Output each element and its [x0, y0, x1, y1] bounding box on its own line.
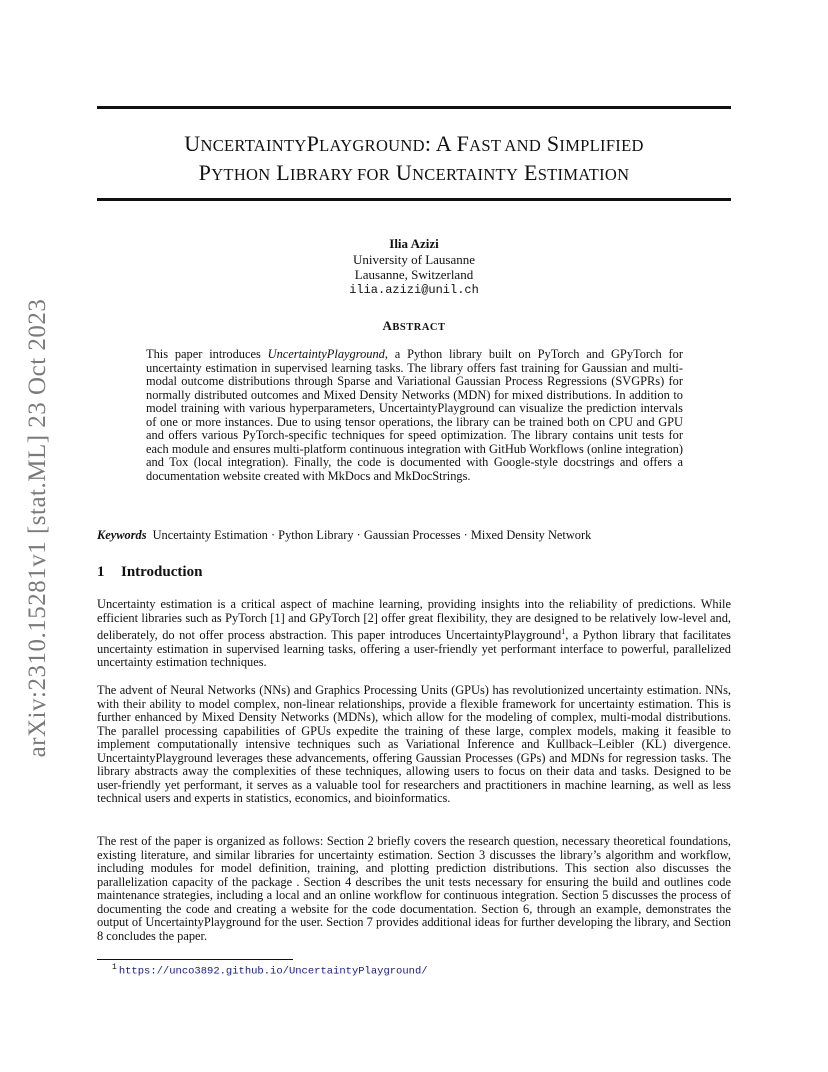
- author-block: [97, 236, 731, 298]
- abstract-text: This paper introduces UncertaintyPlayground, a Python library built on PyTorch and GPyTorch for uncertainty estimation in supervised learning tasks. The library offers fast training for Gaussian and multi-modal outcome distributions through Sparse and Variational Gaussian Process Regressions (SVGPRs) for normally distributed outcomes and Mixed Density Networks (MDN) for mixed distributions. In addition to model training with various hyperparameters, UncertaintyPlayground can visualize the prediction intervals of one or more instances. Due to using tensor operations, the library can be trained both on CPU and GPU and offers various PyTorch-specific techniques for speed optimization. The library contains unit tests for each module and ensures multi-platform continuous integration with GitHub Workflows (online integration) and Tox (local integration). Finally, the code is documented with Google-style docstrings and offers a documentation website created with MkDocs and MkDocStrings.: [146, 347, 683, 483]
- footnote-reference[interactable]: 1: [561, 627, 566, 637]
- abstract-heading: ABSTRACT: [382, 318, 446, 333]
- footnote-url-link[interactable]: https://unco3892.github.io/UncertaintyPlayground/: [118, 965, 428, 978]
- intro-paragraph-1: Uncertainty estimation is a critical aspect of machine learning, providing insights into the reliability of predictions. While efficient libraries such as PyTorch [1] and GPyTorch [2] offer great flexibility, they are designed to be relatively low-level and, deliberately, do not offer process abstraction. This paper introduces UncertaintyPlayground$^1$, a Python library that facilitates uncertainty estimation in supervised learning tasks, offering a user-friendly yet performant interface to powerful, parallelized uncertainty estimation techniques.: [97, 597, 732, 670]
- keywords-label: Keywords: [97, 528, 147, 542]
- section-number: 1: [97, 564, 105, 580]
- paper-title-line-2: PYTHON LIBRARY FOR UNCERTAINTY ESTIMATION: [198, 160, 630, 185]
- author-name: Ilia Azizi: [389, 236, 439, 251]
- keywords: [97, 528, 731, 542]
- title-rule-bottom: [97, 198, 731, 201]
- footnote-rule: [97, 959, 293, 960]
- intro-paragraph-2: The advent of Neural Networks (NNs) and Graphics Processing Units (GPUs) has revolutionized uncertainty estimation. NNs, with their ability to model complex, non-linear relationships, provide a flexible framework for uncertainty estimation. This is further enhanced by Mixed Density Networks (MDNs), which allow for the modeling of complex, multi-modal distributions. The parallel processing capabilities of GPUs expedite the training of these large, complex models, making it feasible to implement computationally intensive techniques such as Variational Inference and Kullback–Leibler (KL) divergence. UncertaintyPlayground leverages these advancements, offering Gaussian Processes (GPs) and MDNs for regression tasks. The library abstracts away the complexities of these techniques, allowing users to focus on their data and tasks. Designed to be user-friendly yet performant, it serves as a valuable tool for researchers and practitioners in machine learning, as well as less technical users and experts in statistics, economics, and bioinformatics.: [97, 683, 731, 806]
- author-email[interactable]: ilia.azizi@unil.ch: [349, 282, 479, 297]
- author-affiliation: University of Lausanne: [352, 251, 476, 267]
- author-location: Lausanne, Switzerland: [354, 267, 474, 283]
- footnote: [112, 963, 428, 978]
- title-rule-top: [97, 106, 731, 109]
- library-name-italic: UncertaintyPlayground: [267, 347, 385, 361]
- keywords-list: Uncertainty Estimation · Python Library · Gaussian Processes · Mixed Density Network: [152, 528, 592, 542]
- section-heading: [97, 564, 202, 581]
- footnote-marker: 1: [112, 963, 117, 972]
- section-title: Introduction: [121, 564, 203, 580]
- intro-paragraph-3: The rest of the paper is organized as follows: Section 2 briefly covers the research question, necessary theoretical foundations, existing literature, and similar libraries for uncertainty estimation. Section 3 discusses the library’s algorithm and workflow, including modules for model definition, training, and plotting prediction distributions. This section also discusses the parallelization capacity of the package . Section 4 describes the unit tests necessary for ensuring the build and outlines code maintenance strategies, including a local and an online workflow for continuous integration. Section 5 discusses the process of documenting the code and creating a website for the code documentation. Section 6, through an example, demonstrates the output of UncertaintyPlayground for the user. Section 7 provides additional ideas for further developing the library, and Section 8 concludes the paper.: [97, 834, 731, 943]
- arxiv-stamp: arXiv:2310.15281v1 [stat.ML] 23 Oct 2023: [24, 298, 51, 758]
- paper-title-line-1: UNCERTAINTYPLAYGROUND: A FAST AND SIMPLIFIED: [184, 131, 644, 156]
